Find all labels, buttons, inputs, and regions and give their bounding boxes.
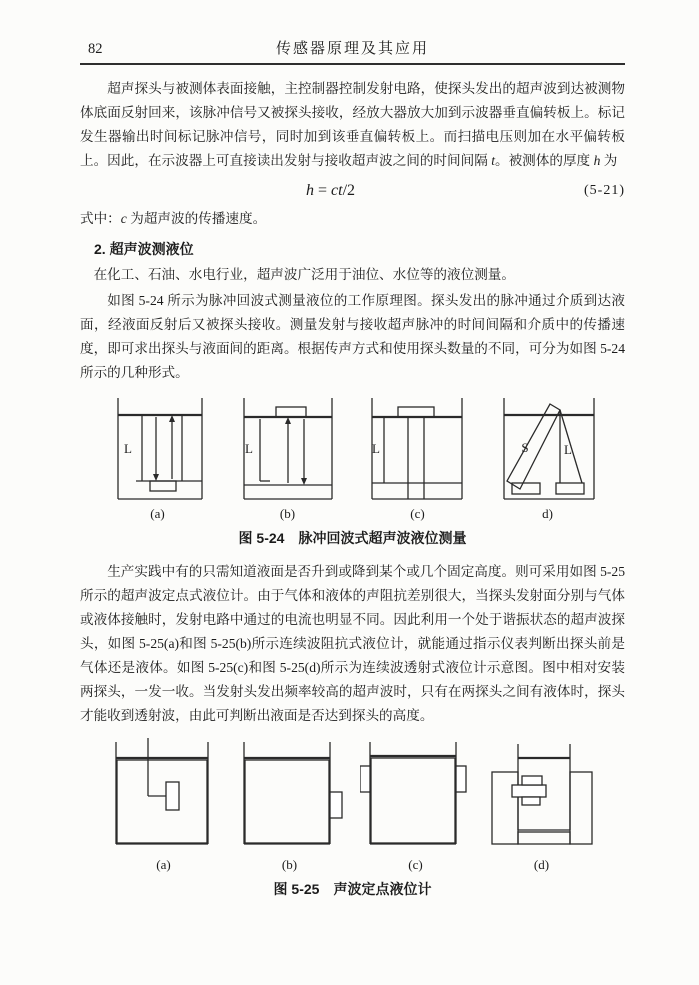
distance-label-L: L bbox=[563, 442, 572, 457]
tank-outline bbox=[504, 398, 594, 499]
tank-outline bbox=[244, 742, 330, 844]
tank-diagram-b bbox=[232, 395, 344, 505]
caption-number: 图 5-25 bbox=[273, 881, 320, 897]
slant-sound-path bbox=[507, 404, 560, 489]
figure-5-24-caption bbox=[80, 528, 625, 548]
page-number: 82 bbox=[88, 41, 103, 57]
fig-label-a: (a) bbox=[150, 506, 165, 521]
para1-text-3: 为 bbox=[600, 153, 618, 168]
paragraph-fixed-point-level: 生产实践中有的只需知道液面是否升到或降到某个或几个固定高度。则可采用如图 5-25 所示的超声波定点式液位计。由于气体和液体的声阻抗差别很大，当探头发射面分别与气体或液体接触时，发射电路中通过的电流也明显不同。因此利用一个处于谐振状态的超声波探头，如图 5-25(a)和图 5-25(b)所示连续波阻抗式液位计，就能通过指示仪表判断出探头前是气体还是液体。如图 5-25(c)和图 5-25(d)所示为连续波透射式液位计示意图。图中相对安装两探头，一发一收。当发射头发出频率较高的超声波时，只有在两探头之间有液体时，探头才能收到透射波，由此可判断出液面是否达到探头的高度。 bbox=[80, 564, 625, 723]
fig-label-d: (d) bbox=[533, 857, 550, 872]
figure-5-25 bbox=[80, 738, 625, 873]
caption-number: 图 5-24 bbox=[238, 530, 285, 546]
para1-text-2: 。被测体的厚度 bbox=[495, 153, 594, 168]
figure-5-25-caption bbox=[80, 879, 625, 899]
receiver-probe bbox=[556, 483, 584, 494]
equation-body bbox=[58, 182, 603, 200]
eq-op: = bbox=[313, 182, 332, 199]
distance-label-L: L bbox=[244, 441, 253, 456]
probe-support-rod bbox=[148, 738, 166, 796]
right-probe bbox=[456, 766, 466, 792]
paragraph-fig24-intro: 如图 5-24 所示为脉冲回波式测量液位的工作原理图。探头发出的脉冲通过介质到达液面，经液面反射后又被探头接收。测量发射与接收超声脉冲的时间间隔和介质中的传播速度，即可求出探头与液面间的距离。根据传声方式和使用探头数量的不同，可分为如图 5-24 所示的几种形式。 bbox=[80, 293, 625, 380]
fig-label-a: (a) bbox=[156, 857, 171, 872]
liquid-tank-b bbox=[234, 738, 346, 856]
tank-diagram-c bbox=[362, 395, 474, 505]
distance-label-L: L bbox=[371, 441, 380, 456]
wall-mounted-probe bbox=[330, 792, 342, 818]
note-post: 为超声波的传播速度。 bbox=[126, 211, 267, 226]
fig-5-24-diagram-d bbox=[492, 395, 604, 522]
eq-rhs-vars: ct bbox=[331, 182, 343, 199]
figure-5-24 bbox=[80, 395, 625, 522]
distance-label-L: L bbox=[123, 441, 132, 456]
left-probe bbox=[360, 766, 370, 792]
fig-5-25-diagram-c bbox=[360, 738, 472, 873]
fig-5-25-diagram-b bbox=[234, 738, 346, 873]
fig-5-24-diagram-b bbox=[232, 395, 344, 522]
caption-text: 脉冲回波式超声波液位测量 bbox=[298, 530, 467, 546]
tank-diagram-d bbox=[492, 395, 604, 505]
distance-label-S: S bbox=[520, 440, 529, 455]
paragraph-thickness-measurement bbox=[80, 77, 625, 173]
running-title: 传感器原理及其应用 bbox=[275, 41, 429, 57]
submerged-vessel-d bbox=[486, 738, 598, 856]
fig-5-25-diagram-a bbox=[108, 738, 220, 873]
dimension-bracket bbox=[260, 419, 270, 481]
tank-outline bbox=[372, 398, 462, 499]
caption-text: 声波定点液位计 bbox=[333, 881, 432, 897]
page-header bbox=[80, 0, 625, 58]
liquid-fill bbox=[245, 760, 329, 843]
emitter-probe bbox=[512, 483, 540, 494]
sound-path-arrows bbox=[285, 417, 307, 485]
top-probe bbox=[398, 407, 434, 417]
note-var-c: c bbox=[120, 211, 127, 226]
sound-path-arrows bbox=[153, 415, 175, 481]
tank-outline bbox=[116, 742, 208, 844]
equation-5-21 bbox=[80, 182, 625, 206]
formula-var-h: h bbox=[593, 153, 601, 168]
probe-well bbox=[136, 415, 202, 491]
para1-text-1: 超声探头与被测体表面接触，主控制器控制发射电路，使探头发出的超声波到达被测物体底面反射回来，该脉冲信号又被探头接收，经放大器放大加到示波器垂直偏转板上。标记发生器输出时间标记脉冲信号，同时加到该垂直偏转板上。而扫描电压则加在水平偏转板上。因此，在示波器上可直接读出发射与接收超声波之间的时间间隔 bbox=[80, 81, 625, 168]
immersed-probe bbox=[166, 782, 179, 810]
probe-pair-assembly bbox=[512, 776, 546, 805]
tank-diagram-a bbox=[102, 395, 214, 505]
fig-5-25-diagram-d bbox=[486, 738, 598, 873]
formula-var-t: t bbox=[491, 153, 495, 168]
liquid-tank-c bbox=[360, 738, 472, 856]
liquid-tank-a bbox=[108, 738, 220, 856]
fig-5-24-diagram-a bbox=[102, 395, 214, 522]
eq-rhs-tail: /2 bbox=[342, 182, 356, 199]
section-heading-liquid-level: 2. 超声波测液位 bbox=[94, 241, 194, 257]
equation-number: (5-21) bbox=[584, 183, 625, 198]
tank-outline bbox=[370, 742, 456, 844]
header-rule bbox=[80, 63, 625, 65]
formula-note bbox=[80, 207, 625, 231]
fig-label-c: (c) bbox=[410, 506, 425, 521]
fig-label-c: (c) bbox=[408, 857, 423, 872]
top-probe bbox=[276, 407, 306, 417]
fig-label-b: (b) bbox=[279, 506, 296, 521]
paragraph-industries: 在化工、石油、水电行业，超声波广泛用于油位、水位等的液位测量。 bbox=[93, 267, 515, 282]
fig-label-b: (b) bbox=[281, 857, 298, 872]
fig-label-d: d) bbox=[542, 506, 553, 521]
eq-lhs: h bbox=[305, 182, 314, 199]
sounding-tube bbox=[408, 417, 424, 499]
fig-5-24-diagram-c bbox=[362, 395, 474, 522]
liquid-fill bbox=[371, 758, 455, 843]
liquid-fill bbox=[117, 760, 207, 843]
note-pre: 式中： bbox=[80, 211, 121, 226]
